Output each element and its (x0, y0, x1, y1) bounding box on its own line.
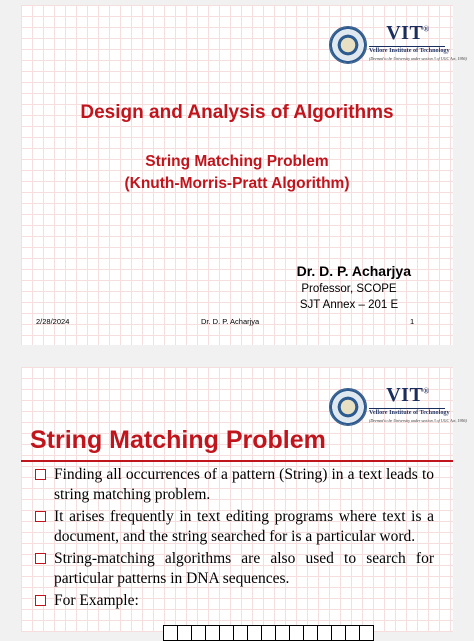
list-item: Finding all occurrences of a pattern (String) in a text leads to string matching problem. (33, 465, 434, 505)
vit-logo (329, 384, 467, 432)
array-cell (163, 625, 178, 641)
square-bullet-icon (35, 511, 46, 522)
array-cell (233, 625, 248, 641)
title-underline (21, 460, 453, 462)
array-cell (289, 625, 304, 641)
course-title: Design and Analysis of Algorithms (80, 102, 394, 123)
logo-institution: Vellore Institute of Technology (369, 47, 450, 54)
footer-author: Dr. D. P. Acharjya (201, 317, 260, 326)
footer-date: 2/28/2024 (36, 317, 70, 326)
logo-brand: VIT® (386, 22, 430, 44)
footer-page-number: 1 (410, 317, 415, 326)
square-bullet-icon (35, 469, 46, 480)
logo-brand: VIT® (386, 384, 430, 406)
square-bullet-icon (35, 595, 46, 606)
slide-title: String Matching Problem (30, 426, 326, 454)
author-office: SJT Annex – 201 E (299, 299, 399, 311)
list-item: It arises frequently in text editing programs where text is a document, and the string searched for is a particular word. (33, 507, 434, 547)
list-item: For Example: (33, 591, 434, 611)
list-item: String-matching algorithms are also used to search for particular patterns in DNA sequences. (33, 549, 434, 589)
vit-seal-icon (329, 26, 367, 64)
array-cell (317, 625, 332, 641)
author-designation: Professor, SCOPE (301, 283, 397, 295)
logo-deemed-text: (Deemed to be University under section 3 of UGC Act, 1956) (369, 418, 467, 423)
vit-seal-icon (329, 388, 367, 426)
bullet-list (33, 465, 434, 613)
square-bullet-icon (35, 553, 46, 564)
array-cell (345, 625, 360, 641)
array-cell (205, 625, 220, 641)
array-cell (303, 625, 318, 641)
author-name: Dr. D. P. Acharjya (296, 263, 411, 279)
logo-deemed-text: (Deemed to be University under section 3 of UGC Act, 1956) (369, 56, 467, 61)
array-cell (247, 625, 262, 641)
logo-institution: Vellore Institute of Technology (369, 409, 450, 416)
example-text-array (164, 625, 374, 641)
array-cell (275, 625, 290, 641)
slide-1 (21, 5, 467, 345)
array-cell (177, 625, 192, 641)
array-cell (261, 625, 276, 641)
array-cell (219, 625, 234, 641)
subtitle-line-2: (Knuth-Morris-Pratt Algorithm) (124, 175, 350, 192)
lecture-subtitle (21, 151, 453, 195)
array-cell (359, 625, 374, 641)
array-cell (331, 625, 346, 641)
slide-2 (21, 367, 467, 632)
array-cell (191, 625, 206, 641)
vit-logo (329, 22, 467, 70)
subtitle-line-1: String Matching Problem (145, 153, 329, 170)
